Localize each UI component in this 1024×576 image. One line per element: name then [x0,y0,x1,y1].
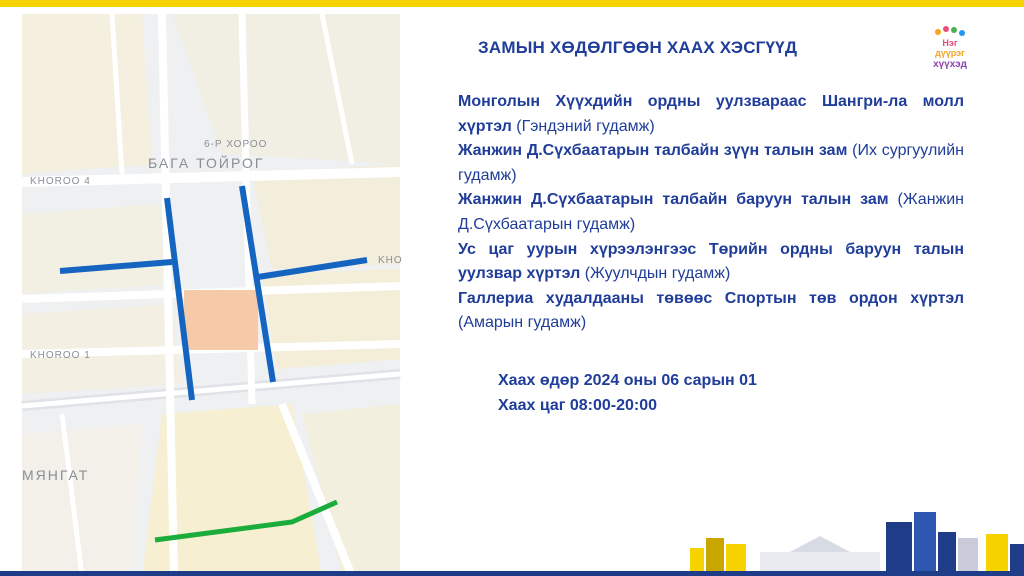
bottom-accent-bar [0,571,1024,576]
svg-text:хүүхэд: хүүхэд [933,59,967,70]
segment-item: Жанжин Д.Сүхбаатарын талбайн зүүн талын зам (Их сургуулийн гудамж) [458,142,965,184]
city-skyline-illustration [690,508,1024,571]
segment-item: Жанжин Д.Сүхбаатарын талбайн баруун талын зам (Жанжин Д.Сүхбаатарын гудамж) [458,191,965,233]
svg-text:Нэг: Нэг [942,38,958,48]
campaign-logo [924,24,976,72]
map-label-khoroo-right: KHO [378,255,403,266]
sukhbaatar-square [184,290,258,350]
closure-time: Хаах цаг 08:00-20:00 [498,397,658,414]
map-label-myangat: МЯНГАТ [22,467,90,483]
page-title: ЗАМЫН ХӨДӨЛГӨӨН ХААХ ХЭСГҮҮД [478,38,798,57]
top-accent-bar [0,0,1024,7]
segment-item: Монголын Хүүхдийн ордны уулзвараас Шангри-ла молл хүртэл (Гэндэний гудамж) [458,93,964,135]
segment-item: Галлериа худалдааны төвөөс Спортын төв ордон хүртэл (Амарын гудамж) [458,289,964,332]
road-closure-map [22,14,403,576]
closed-segments-list [458,90,964,336]
map-label-district6: 6-Р ХОРОО [204,139,268,150]
map-label-khoroo1: KHOROO 1 [30,350,91,361]
map-label-khoroo4: KHOROO 4 [30,176,91,187]
map-canvas [22,14,403,576]
svg-text:дүүрэг: дүүрэг [935,48,965,58]
closure-date: Хаах өдөр 2024 оны 06 сарын 01 [498,372,757,389]
map-label-baga-toirog: БАГА ТОЙРОГ [148,155,265,171]
segment-item: Ус цаг уурын хүрээлэнгээс Төрийн ордны баруун талын уулзвар хүртэл (Жуулчдын гудамж) [458,240,964,283]
closure-info [498,368,757,418]
